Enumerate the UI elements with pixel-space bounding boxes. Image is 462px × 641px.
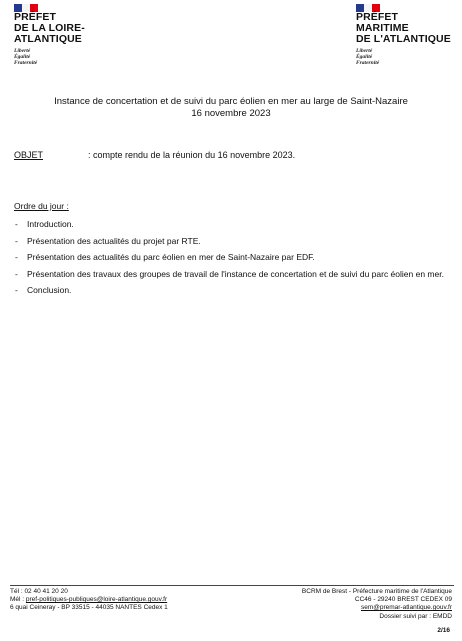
footer-mail-label: Mél : [10,596,26,604]
page-number: 2/16 [437,627,450,634]
footer-divider [10,585,454,586]
footer-right-line: CC46 - 29240 BREST CEDEX 09 [354,596,452,604]
agenda-item: - Conclusion. [14,285,446,296]
footer-right-line: Dossier suivi par : EMDD [379,612,452,620]
title-date: 16 novembre 2023 [191,108,271,119]
footer-phone: Tél : 02 40 41 20 20 [10,588,68,595]
agenda-item: - Introduction. [14,219,446,230]
footer-address: 6 quai Ceineray - BP 33515 - 44035 NANTES Cedex 1 [10,604,168,612]
logo-title-line: PRÉFET [356,11,399,23]
footer-mail [10,596,168,604]
motto-line: Égalité [356,54,373,60]
logo-motto [356,48,456,66]
logo-title [356,12,456,45]
footer-right-line: BCRM de Brest - Préfecture maritime de l'Atlantique [301,588,452,595]
objet-label: OBJET [14,150,44,160]
agenda-heading: Ordre du jour : [14,201,69,211]
logo-title-line: ATLANTIQUE [14,33,82,45]
agenda-list [14,219,446,296]
agenda-item: - Présentation des actualités du parc éolien en mer de Saint-Nazaire par EDF. [14,252,446,263]
footer-right [302,588,452,621]
prefet-maritime-logo [356,4,456,66]
logo-title-line: DE LA LOIRE- [14,22,85,34]
agenda-item: - Présentation des travaux des groupes de travail de l'instance de concertation et de suivi du parc éolien en mer. [14,269,446,280]
title-line: Instance de concertation et de suivi du parc éolien en mer au large de Saint-Nazaire [54,96,408,107]
footer-mail-link[interactable]: pref-politiques-publiques@loire-atlantique.gouv.fr [25,596,168,604]
logo-motto [14,48,124,66]
agenda-section [14,201,446,302]
objet-line [14,150,295,160]
objet-text: : compte rendu de la réunion du 16 novembre 2023. [88,150,296,160]
footer-email-link[interactable]: sem@premar-atlantique.gouv.fr [360,604,452,612]
motto-line: Liberté [356,48,373,54]
logo-title-line: PRÉFET [14,11,57,23]
motto-line: Fraternité [356,60,380,66]
footer-left [10,588,168,613]
logo-title-line: DE L'ATLANTIQUE [356,33,451,45]
logo-title-line: MARITIME [356,22,409,34]
motto-line: Égalité [14,54,31,60]
document-title [0,96,462,120]
motto-line: Liberté [14,48,31,54]
motto-line: Fraternité [14,60,38,66]
logo-title [14,12,124,45]
agenda-item: - Présentation des actualités du projet par RTE. [14,236,446,247]
prefet-loire-atlantique-logo [14,4,124,66]
